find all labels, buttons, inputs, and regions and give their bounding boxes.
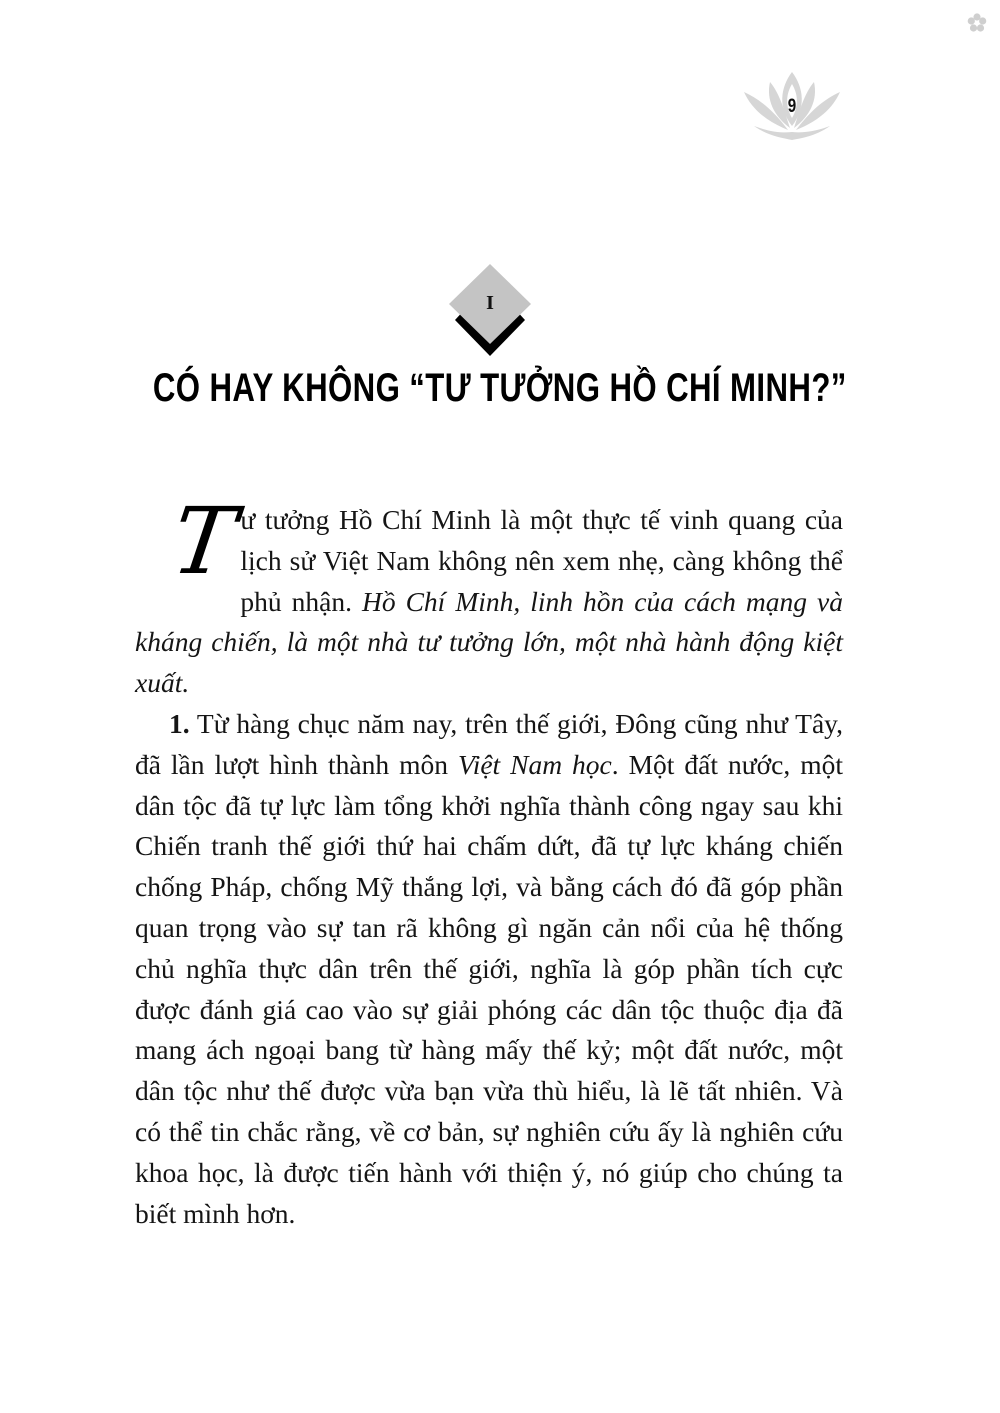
drop-cap: T: [165, 488, 243, 595]
paragraph-intro: [135, 488, 843, 704]
intro-text: ư tưởng Hồ Chí Minh là một thực tế vinh quang của lịch sử Việt Nam không nên xem nhẹ, càng không thể phủ nhận.: [240, 504, 843, 617]
paragraph-1-text-b: . Một đất nước, một dân tộc đã tự lực làm tổng khởi nghĩa thành công ngay sau khi Chiến tranh thế giới thứ hai chấm dứt, đã tự lực kháng chiến chống Pháp, chống Mỹ thắng lợi, và bằng cách đó đã góp phần quan trọng vào sự tan rã không gì ngăn cản nổi của hệ thống chủ nghĩa thực dân trên thế giới, nghĩa là góp phần tích cực được đánh giá cao vào sự giải phóng các dân tộc thuộc địa đã mang ách ngoại bang từ hàng mấy thế kỷ; một đất nước, một dân tộc như thế được vừa bạn vừa thù hiểu, là lẽ tất nhiên. Và có thể tin chắc rằng, về cơ bản, sự nghiên cứu ấy là nghiên cứu khoa học, là được tiến hành với thiện ý, nó giúp cho chúng ta biết mình hơn.: [135, 748, 843, 1229]
section-number: 1.: [169, 707, 190, 739]
page-number: 9: [787, 96, 797, 117]
paragraph-1-italic: Việt Nam học: [457, 748, 612, 780]
intro-italic-text: Hồ Chí Minh, linh hồn của cách mạng và kháng chiến, là một nhà tư tưởng lớn, một nhà hành động kiệt xuất.: [135, 585, 843, 699]
flower-icon: [966, 12, 988, 34]
chapter-numeral: I: [486, 292, 494, 314]
paragraph-1: [135, 704, 843, 1234]
chapter-title-text: CÓ HAY KHÔNG “TƯ TƯỞNG HỒ CHÍ MINH?”: [153, 366, 847, 410]
paragraph-1-text-a: Từ hàng chục năm nay, trên thế giới, Đông cũng như Tây, đã lần lượt hình thành môn: [135, 707, 843, 780]
chapter-title: [0, 366, 1000, 411]
body-text: [135, 488, 843, 1234]
